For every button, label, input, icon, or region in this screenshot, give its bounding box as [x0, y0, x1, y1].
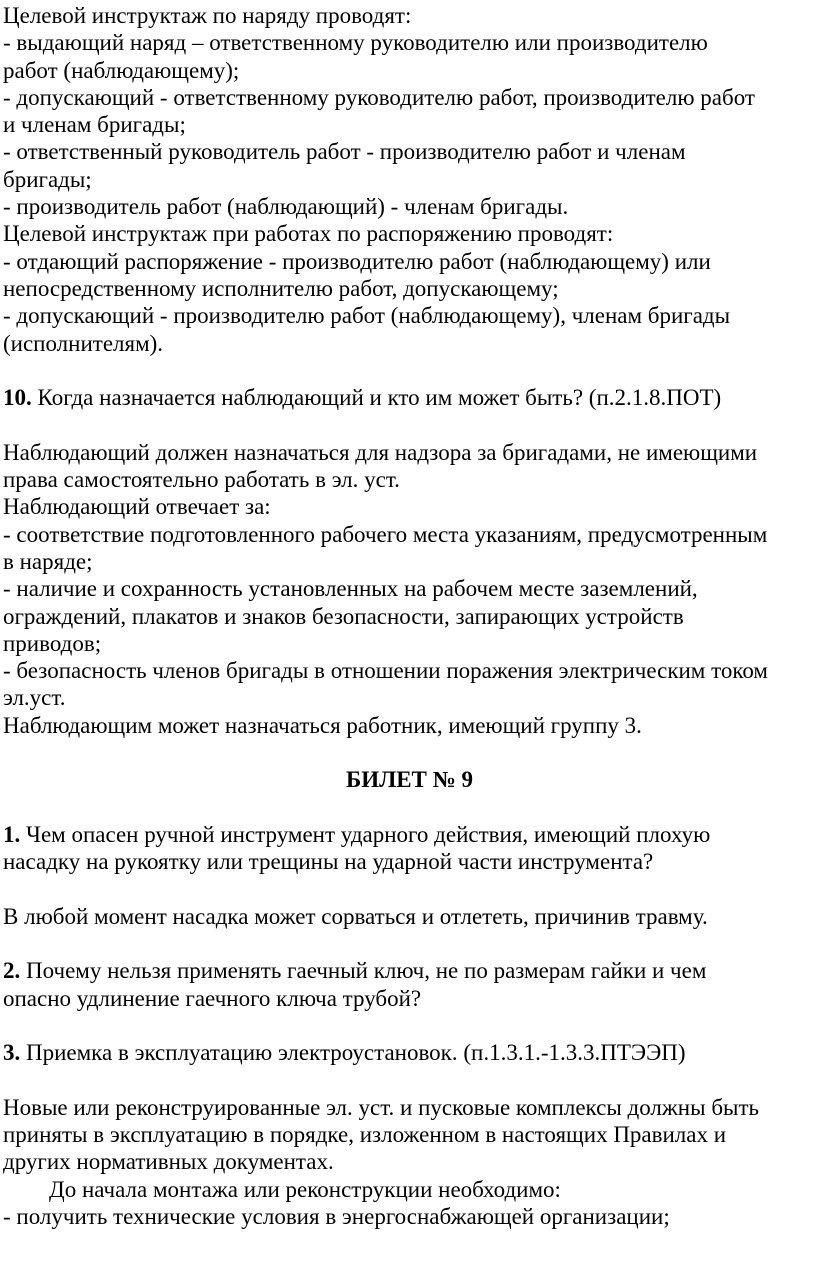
text-line: бригады;	[3, 166, 92, 192]
spacer	[3, 411, 816, 438]
text-line-indented: До начала монтажа или реконструкции необходимо:	[49, 1176, 561, 1202]
text-line: - ответственный руководитель работ - производителю работ и членам	[3, 139, 686, 165]
spacer	[3, 876, 816, 903]
spacer	[3, 1067, 816, 1094]
briefing-section	[3, 2, 816, 357]
text-line: (исполнителям).	[3, 330, 164, 356]
text-line: - допускающий - производителю работ (наблюдающему), членам бригады	[3, 303, 731, 329]
question-number: 2.	[3, 958, 21, 984]
text-line: работ (наблюдающему);	[3, 57, 240, 83]
text-line: приводов;	[3, 630, 102, 656]
answer-10	[3, 439, 816, 739]
question-text: Чем опасен ручной инструмент ударного действия, имеющий плохую	[20, 821, 711, 847]
question-3	[3, 1039, 816, 1066]
answer-3	[3, 1094, 816, 1230]
text-line: - отдающий распоряжение - производителю работ (наблюдающему) или	[3, 248, 711, 274]
text-line: Новые или реконструированные эл. уст. и пусковые комплексы должны быть	[3, 1094, 760, 1120]
text-line: - производитель работ (наблюдающий) - членам бригады.	[3, 194, 569, 220]
question-text: Приемка в эксплуатацию электроустановок. (п.1.3.1.-1.3.3.ПТЭЭП)	[20, 1040, 686, 1066]
question-line: насадку на рукоятку или трещины на ударной части инструмента?	[3, 849, 654, 875]
text-line: Наблюдающий должен назначаться для надзора за бригадами, не имеющими	[3, 439, 758, 465]
question-10	[3, 384, 816, 411]
text-line: приняты в эксплуатацию в порядке, изложенном в настоящих Правилах и	[3, 1122, 727, 1148]
text-line: непосредственному исполнителю работ, допускающему;	[3, 275, 559, 301]
text-line: эл.уст.	[3, 685, 66, 711]
question-number: 3.	[3, 1040, 21, 1066]
question-line: опасно удлинение гаечного ключа трубой?	[3, 985, 422, 1011]
text-line: - получить технические условия в энергоснабжающей организации;	[3, 1204, 670, 1230]
text-line: - выдающий наряд – ответственному руководителю или производителю	[3, 30, 708, 56]
text-line: права самостоятельно работать в эл. уст.	[3, 467, 400, 493]
question-1	[3, 821, 816, 876]
text-line: ограждений, плакатов и знаков безопасности, запирающих устройств	[3, 603, 684, 629]
spacer	[3, 1012, 816, 1039]
text-line: Целевой инструктаж по наряду проводят:	[3, 3, 412, 28]
answer-1: В любой момент насадка может сорваться и отлететь, причинив травму.	[3, 903, 708, 929]
text-line: других нормативных документах.	[3, 1149, 334, 1175]
spacer	[3, 794, 816, 821]
question-text: Когда назначается наблюдающий и кто им может быть? (п.2.1.8.ПОТ)	[31, 385, 722, 411]
question-line	[3, 957, 816, 984]
question-text: Почему нельзя применять гаечный ключ, не по размерам гайки и чем	[20, 958, 707, 984]
text-line: - допускающий - ответственному руководителю работ, производителю работ	[3, 84, 755, 110]
text-line: Наблюдающий отвечает за:	[3, 494, 271, 520]
ticket-heading: БИЛЕТ № 9	[345, 767, 474, 793]
text-line: и членам бригады;	[3, 112, 186, 138]
text-line: - безопасность членов бригады в отношении поражения электрическим током	[3, 658, 768, 684]
text-line: Наблюдающим может назначаться работник, имеющий группу 3.	[3, 712, 642, 738]
question-number: 10.	[3, 385, 32, 411]
question-line	[3, 821, 816, 848]
question-2	[3, 957, 816, 1012]
spacer	[3, 930, 816, 957]
text-line: - наличие и сохранность установленных на рабочем месте заземлений,	[3, 576, 698, 602]
text-line: Целевой инструктаж при работах по распоряжению проводят:	[3, 221, 614, 247]
text-line: в наряде;	[3, 548, 93, 574]
spacer	[3, 739, 816, 766]
question-number: 1.	[3, 821, 21, 847]
spacer	[3, 357, 816, 384]
text-line: - соответствие подготовленного рабочего места указаниям, предусмотренным	[3, 521, 768, 547]
